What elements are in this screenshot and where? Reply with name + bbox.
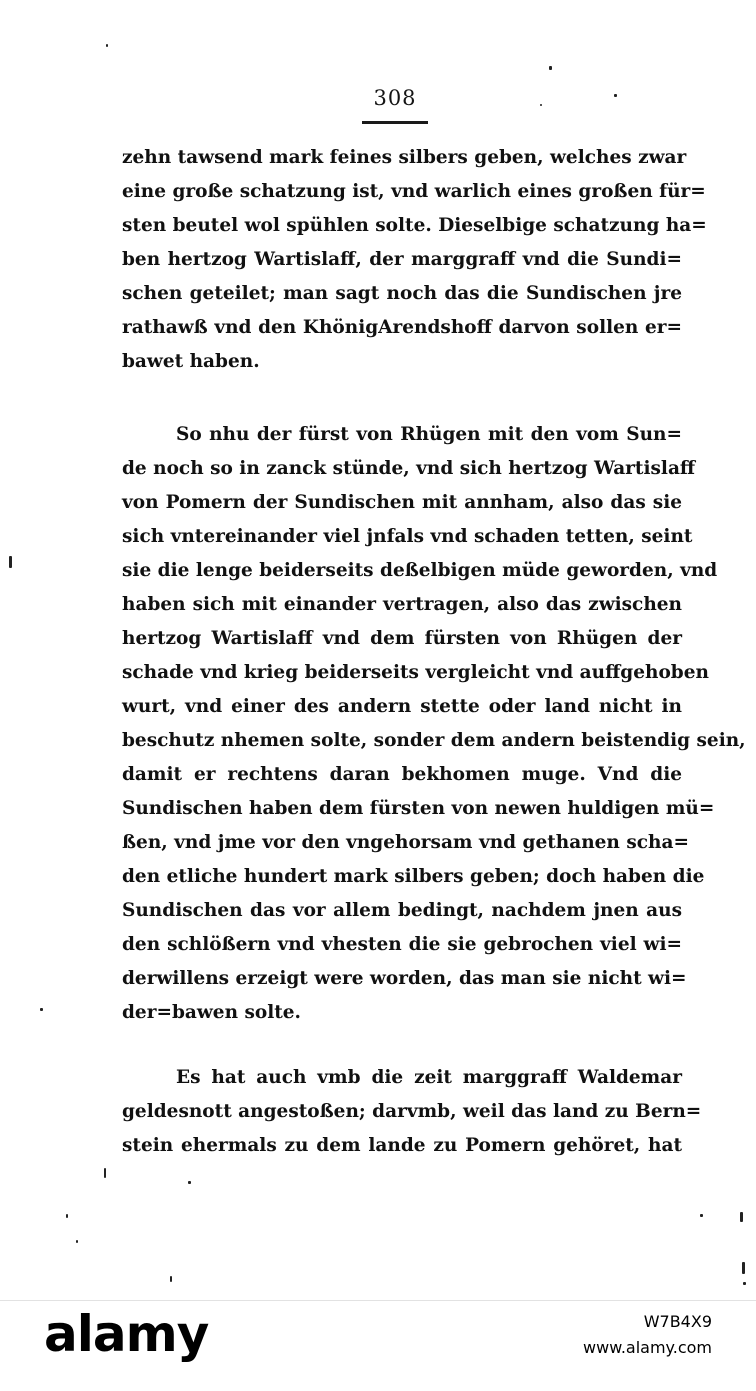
text-line: derwillens erzeigt were worden, das man sie nicht wi= [122,968,687,989]
text-line: stein ehermals zu dem lande zu Pomern gehöret, hat [122,1135,682,1156]
text-line: sten beutel wol spühlen solte. Dieselbige schatzung ha= [122,215,707,236]
text-line: Sundischen haben dem fürsten von newen huldigen mü= [122,798,715,819]
text-line: den etliche hundert mark silbers geben; doch haben die [122,866,705,887]
text-line: von Pomern der Sundischen mit annham, also das sie [122,492,682,513]
page-number-rule [362,121,428,124]
stock-photo-footer [0,1300,756,1391]
paragraph-1 [122,141,707,379]
scan-speck [76,1240,78,1243]
scan-speck [9,556,12,568]
brand-logo: alamy [44,1305,209,1363]
text-line: beschutz nhemen solte, sonder dem andern beistendig sein, [122,730,746,751]
scan-speck [188,1181,191,1184]
scan-speck [549,66,552,70]
scan-speck [740,1212,743,1222]
paragraph-3 [122,1061,702,1163]
scan-speck [104,1168,106,1178]
text-line: Sundischen das vor allem bedingt, nachdem jnen aus [122,900,682,921]
text-line: schade vnd krieg beiderseits vergleicht vnd auffgehoben [122,662,709,683]
paragraph-2 [122,418,746,1030]
text-line: de noch so in zanck stünde, vnd sich hertzog Wartislaff [122,458,696,479]
scan-speck [614,94,617,97]
scan-speck [700,1214,703,1217]
text-line: geldesnott angestoßen; darvmb, weil das land zu Bern= [122,1101,702,1122]
text-line: hertzog Wartislaff vnd dem fürsten von Rhügen der [122,628,682,649]
text-line: haben sich mit einander vertragen, also das zwischen [122,594,682,615]
text-line: rathawß vnd den KhönigArendshoff darvon sollen er= [122,317,682,338]
text-line: den schlößern vnd vhesten die sie gebrochen viel wi= [122,934,682,955]
text-line: wurt, vnd einer des andern stette oder land nicht in [122,696,682,717]
site-url: www.alamy.com [583,1338,712,1357]
text-line: So nhu der fürst von Rhügen mit den vom Sun= [176,424,682,445]
text-line: der=bawen solte. [122,1002,302,1023]
scan-speck [106,44,108,47]
text-line: bawet haben. [122,351,260,372]
scan-speck [743,1282,746,1285]
image-id-block [583,1309,712,1361]
page-number: 308 [373,86,417,110]
scan-speck [40,1008,43,1011]
text-line: Es hat auch vmb die zeit marggraff Waldemar [176,1067,682,1088]
text-line: ßen, vnd jme vor den vngehorsam vnd gethanen scha= [122,832,689,853]
text-line: sie die lenge beiderseits deßelbigen müde geworden, vnd [122,560,718,581]
scan-speck [742,1262,745,1274]
text-line: damit er rechtens daran bekhomen muge. Vnd die [122,764,682,785]
image-id: W7B4X9 [643,1312,712,1331]
text-line: ben hertzog Wartislaff, der marggraff vnd die Sundi= [122,249,682,270]
text-line: eine große schatzung ist, vnd warlich eines großen für= [122,181,706,202]
text-line: sich vntereinander viel jnfals vnd schaden tetten, seint [122,526,693,547]
text-line: zehn tawsend mark feines silbers geben, welches zwar [122,147,687,168]
text-line: schen geteilet; man sagt noch das die Sundischen jre [122,283,682,304]
scan-speck [66,1214,68,1218]
scan-speck [170,1276,172,1282]
scan-speck [540,104,542,106]
